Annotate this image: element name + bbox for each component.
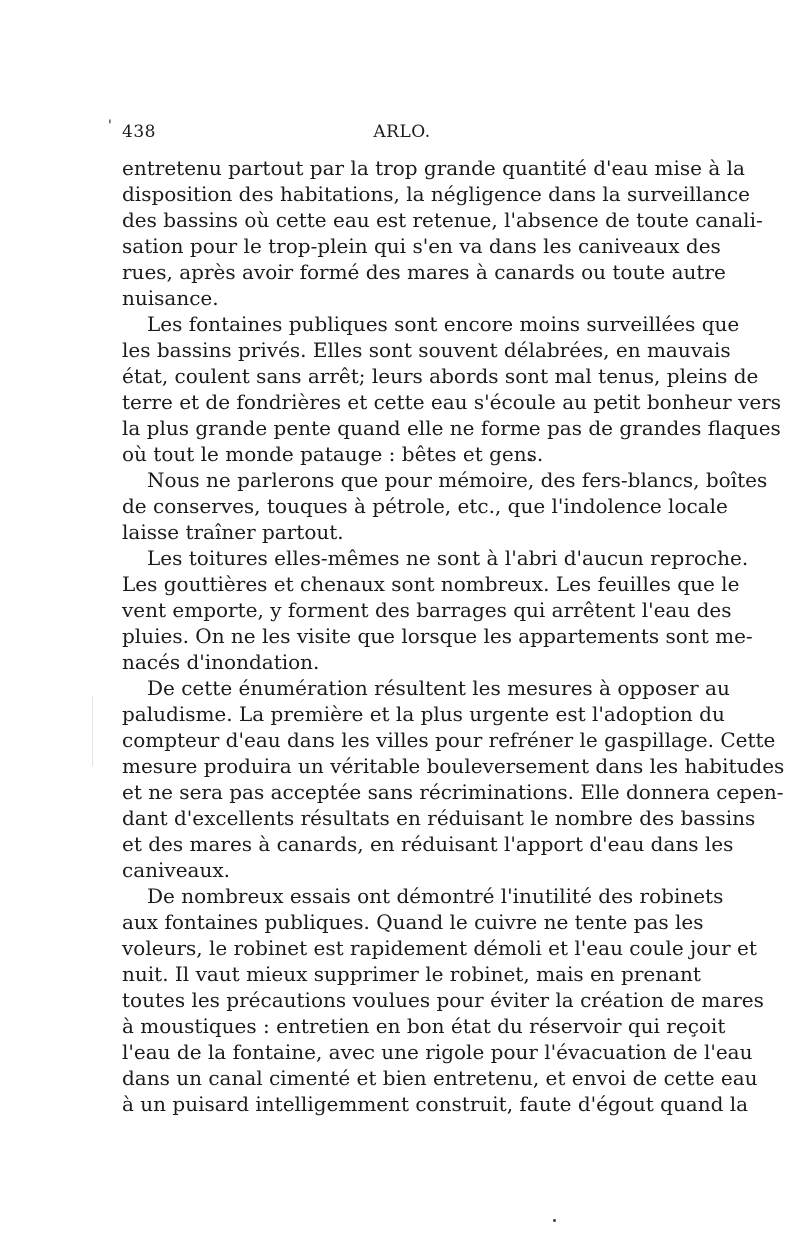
text-line: de conserves, touques à pétrole, etc., que l'indolence locale	[122, 494, 728, 518]
text-line: nuit. Il vaut mieux supprimer le robinet, mais en prenant	[122, 962, 701, 986]
text-line: l'eau de la fontaine, avec une rigole pour l'évacuation de l'eau	[122, 1040, 753, 1064]
text-line: toutes les précautions voulues pour éviter la création de mares	[122, 988, 764, 1012]
paragraph-start: De nombreux essais ont démontré l'inutilité des robinets	[147, 884, 724, 908]
body-text	[122, 155, 785, 1117]
text-line: dans un canal cimenté et bien entretenu, et envoi de cette eau	[122, 1066, 758, 1090]
text-line: nuisance.	[122, 286, 219, 310]
page-header	[108, 118, 682, 146]
text-line: les bassins privés. Elles sont souvent délabrées, en mauvais	[122, 338, 731, 362]
paragraph-start: Nous ne parlerons que pour mémoire, des fers-blancs, boîtes	[147, 468, 768, 492]
text-line: où tout le monde patauge : bêtes et gens.	[122, 442, 544, 466]
paragraph-start: De cette énumération résultent les mesures à opposer au	[147, 676, 730, 700]
text-line: voleurs, le robinet est rapidement démoli et l'eau coule jour et	[122, 936, 757, 960]
text-line: caniveaux.	[122, 858, 230, 882]
text-line: rues, après avoir formé des mares à canards ou toute autre	[122, 260, 726, 284]
text-line: aux fontaines publiques. Quand le cuivre ne tente pas les	[122, 910, 704, 934]
paragraph-start: Les toitures elles-mêmes ne sont à l'abri d'aucun reproche.	[147, 546, 749, 570]
text-line: disposition des habitations, la négligence dans la surveillance	[122, 182, 750, 206]
text-line: état, coulent sans arrêt; leurs abords sont mal tenus, pleins de	[122, 364, 759, 388]
text-line: pluies. On ne les visite que lorsque les appartements sont me-	[122, 624, 753, 648]
text-line: la plus grande pente quand elle ne forme pas de grandes flaques	[122, 416, 781, 440]
text-line: sation pour le trop-plein qui s'en va dans les caniveaux des	[122, 234, 721, 258]
page-number: 438	[122, 122, 156, 142]
text-line: vent emporte, y forment des barrages qui arrêtent l'eau des	[122, 598, 732, 622]
paragraph-start: Les fontaines publiques sont encore moins surveillées que	[147, 312, 740, 336]
text-line: et des mares à canards, en réduisant l'apport d'eau dans les	[122, 832, 734, 856]
text-line: paludisme. La première et la plus urgente est l'adoption du	[122, 702, 725, 726]
text-line: nacés d'inondation.	[122, 650, 320, 674]
text-line: à moustiques : entretien en bon état du réservoir qui reçoit	[122, 1014, 726, 1038]
text-line: entretenu partout par la trop grande quantité d'eau mise à la	[122, 156, 745, 180]
margin-tick: '	[108, 118, 113, 134]
text-line: terre et de fondrières et cette eau s'écoule au petit bonheur vers	[122, 390, 782, 414]
margin-mark	[92, 696, 93, 766]
ink-speck	[553, 1219, 556, 1222]
text-line: Les gouttières et chenaux sont nombreux. Les feuilles que le	[122, 572, 740, 596]
running-head: ARLO.	[373, 122, 431, 142]
text-line: des bassins où cette eau est retenue, l'absence de toute canali-	[122, 208, 763, 232]
text-line: compteur d'eau dans les villes pour refréner le gaspillage. Cette	[122, 728, 776, 752]
text-line: laisse traîner partout.	[122, 520, 344, 544]
text-line: mesure produira un véritable bouleversement dans les habitudes	[122, 754, 785, 778]
text-line: dant d'excellents résultats en réduisant le nombre des bassins	[122, 806, 756, 830]
text-line: à un puisard intelligemment construit, faute d'égout quand la	[122, 1092, 749, 1116]
text-line: et ne sera pas acceptée sans récriminations. Elle donnera cepen-	[122, 780, 784, 804]
